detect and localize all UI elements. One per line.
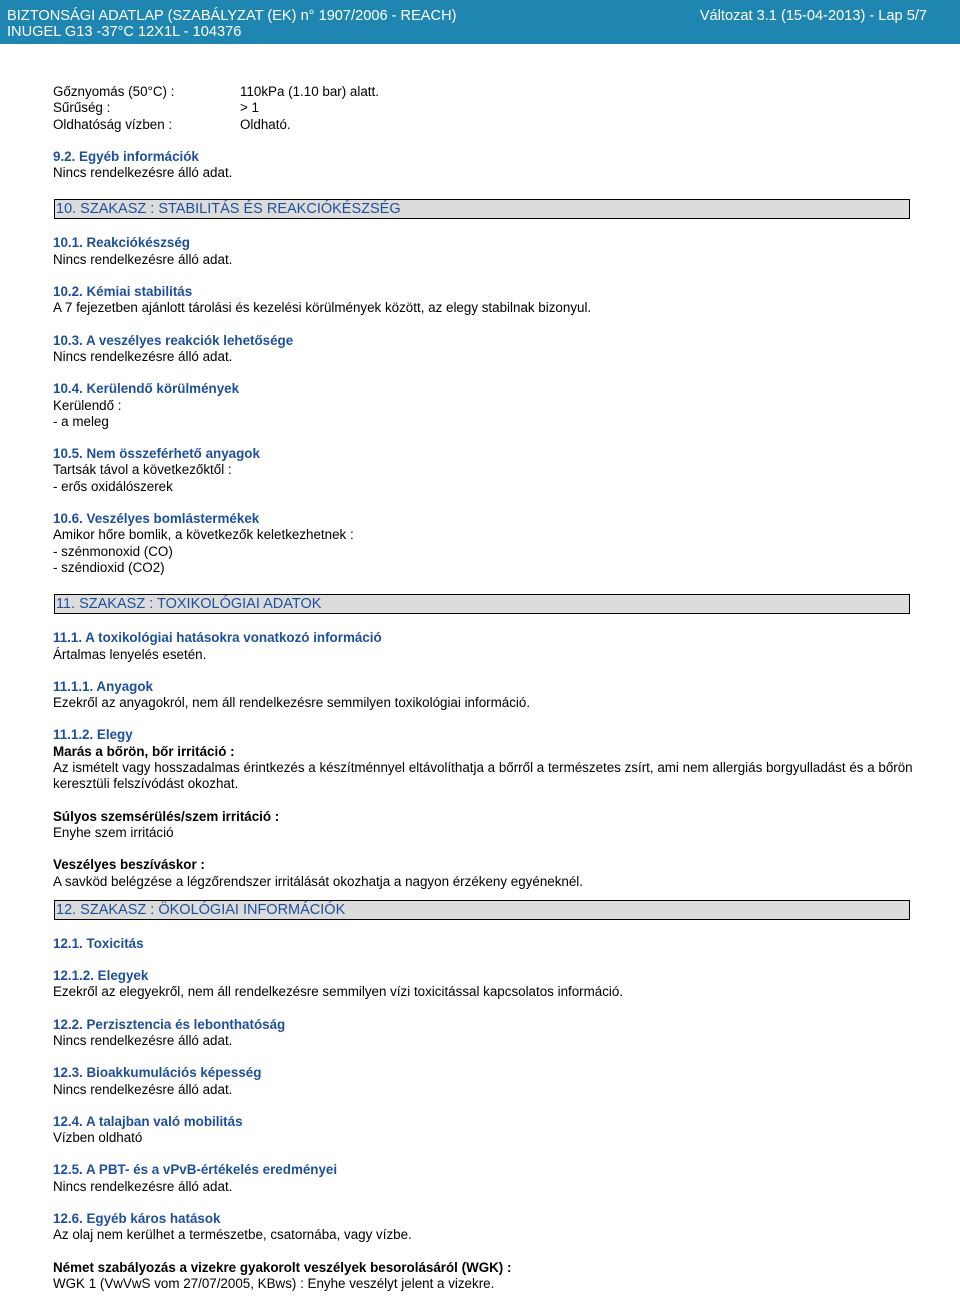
header-product: INUGEL G13 -37°C 12X1L - 104376 [7,24,242,40]
subsection-title: 12.2. Perzisztencia és lebonthatóság [53,1016,286,1032]
skin-irritation-label: Marás a bőrön, bőr irritáció : [53,743,235,759]
subsection-title: 10.3. A veszélyes reakciók lehetősége [53,332,294,348]
wgk-label: Német szabályozás a vizekre gyakorolt veszélyek besorolásáról (WGK) : [53,1259,512,1275]
wgk-text: WGK 1 (VwVwS vom 27/07/2005, KBws) : Enyhe veszélyt jelent a vizekre. [53,1275,495,1291]
section-12-heading: 12. SZAKASZ : ÖKOLÓGIAI INFORMÁCIÓK [54,900,910,920]
subsection-text: - a meleg [53,413,109,429]
subsection-text: Nincs rendelkezésre álló adat. [53,1032,233,1048]
skin-irritation-text: Az ismételt vagy hosszadalmas érintkezés a készítménnyel eltávolíthatja a bőrről a természetes zsírt, ami nem allergiás borgyulladást és a bőrön keresztüli felszívódást okozhat. [53,760,913,792]
subsection-text: Nincs rendelkezésre álló adat. [53,348,233,364]
subsection-title: 11.1. A toxikológiai hatásokra vonatkozó információ [53,630,382,646]
property-label: Oldhatóság vízben : [53,116,173,132]
subsection-title: 12.1.2. Elegyek [53,968,149,984]
subsection-title: 11.1.1. Anyagok [53,678,153,694]
subsection-text: Ezekről az anyagokról, nem áll rendelkezésre semmilyen toxikológiai információ. [53,695,531,711]
subsection-text: Vízben oldható [53,1130,143,1146]
header-version: Változat 3.1 (15-04-2013) - Lap 5/7 [699,8,927,24]
subsection-text: Nincs rendelkezésre álló adat. [53,165,233,181]
subsection-text: Amikor hőre bomlik, a következők keletkezhetnek : [53,527,354,543]
subsection-title: 11.1.2. Elegy [53,727,133,743]
document-header [0,0,960,44]
subsection-title: 9.2. Egyéb információk [53,148,199,164]
subsection-title: 12.6. Egyéb káros hatások [53,1211,221,1227]
header-title: BIZTONSÁGI ADATLAP (SZABÁLYZAT (EK) n° 1907/2006 - REACH) [7,8,457,24]
inhalation-label: Veszélyes beszíváskor : [53,857,205,873]
subsection-title: 10.1. Reakciókészség [53,235,190,251]
subsection-text: A 7 fejezetben ajánlott tárolási és kezelési körülmények között, az elegy stabilnak bizonyul. [53,300,592,316]
subsection-text: - erős oxidálószerek [53,478,173,494]
subsection-text: - szénmonoxid (CO) [53,543,173,559]
subsection-title: 10.6. Veszélyes bomlástermékek [53,511,260,527]
subsection-text: Nincs rendelkezésre álló adat. [53,1081,233,1097]
subsection-title: 10.2. Kémiai stabilitás [53,284,193,300]
subsection-title: 10.4. Kerülendő körülmények [53,381,240,397]
property-value: > 1 [240,100,259,116]
eye-irritation-label: Súlyos szemsérülés/szem irritáció : [53,808,280,824]
section-11-heading: 11. SZAKASZ : TOXIKOLÓGIAI ADATOK [54,594,910,614]
property-value: Oldható. [240,116,291,132]
section-10-heading: 10. SZAKASZ : STABILITÁS ÉS REAKCIÓKÉSZSÉG [54,199,910,219]
subsection-text: Az olaj nem kerülhet a természetbe, csatornába, vagy vízbe. [53,1227,412,1243]
property-row [53,84,913,100]
document-body [53,84,913,1292]
subsection-text: Nincs rendelkezésre álló adat. [53,251,233,267]
subsection-text: Nincs rendelkezésre álló adat. [53,1178,233,1194]
subsection-text: Tartsák távol a következőktől : [53,462,232,478]
property-value: 110kPa (1.10 bar) alatt. [240,84,379,99]
eye-irritation-text: Enyhe szem irritáció [53,824,174,840]
property-row [53,117,913,133]
property-row [53,100,913,116]
property-label: Gőznyomás (50°C) : [53,84,175,99]
subsection-title: 12.1. Toxicitás [53,935,144,951]
inhalation-text: A savköd belégzése a légzőrendszer irritálását okozhatja a nagyon érzékeny egyéneknél. [53,873,584,889]
property-label: Sűrűség : [53,100,111,116]
subsection-title: 12.3. Bioakkumulációs képesség [53,1065,262,1081]
subsection-text: - széndioxid (CO2) [53,559,165,575]
subsection-title: 12.4. A talajban való mobilitás [53,1113,243,1129]
subsection-text: Ártalmas lenyelés esetén. [53,646,207,662]
subsection-text: Ezekről az elegyekről, nem áll rendelkezésre semmilyen vízi toxicitással kapcsolatos információ. [53,984,624,1000]
subsection-title: 10.5. Nem összeférhető anyagok [53,446,260,462]
subsection-title: 12.5. A PBT- és a vPvB-értékelés eredményei [53,1162,338,1178]
subsection-text: Kerülendő : [53,397,122,413]
